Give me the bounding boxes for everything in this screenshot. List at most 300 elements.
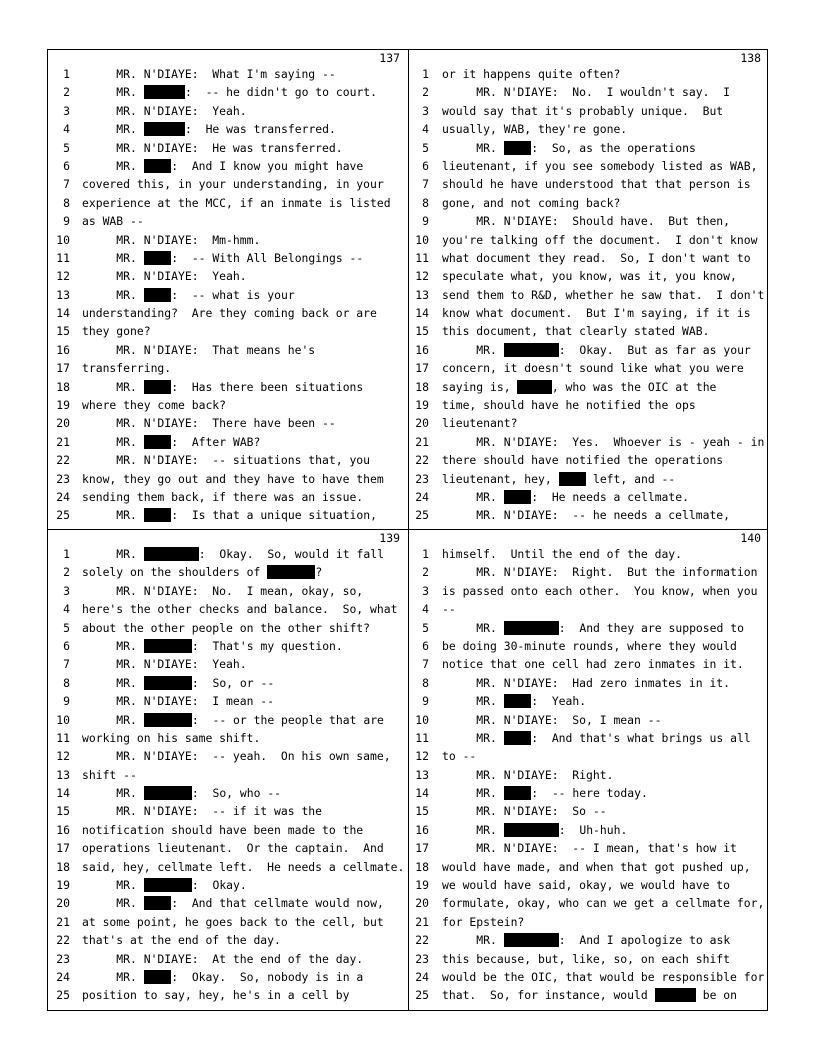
line-number: 19 — [56, 398, 70, 413]
line-text — [82, 876, 247, 894]
line-text — [442, 470, 675, 488]
transcript-line — [48, 913, 406, 931]
line-text-segment: MR. N'DIAYE: No. I mean, okay, so, — [82, 583, 364, 598]
line-text — [442, 950, 730, 968]
line-number: 21 — [56, 434, 70, 449]
line-text-segment: transferring. — [82, 361, 172, 376]
line-number: 10 — [415, 712, 429, 727]
line-text-segment: concern, it doesn't sound like what you were — [442, 361, 744, 376]
line-text — [82, 894, 384, 912]
line-number: 19 — [56, 878, 70, 893]
line-text — [82, 322, 151, 340]
line-text — [82, 600, 397, 618]
line-number: 10 — [415, 232, 429, 247]
transcript-line — [409, 784, 767, 802]
transcript-grid — [47, 49, 768, 1011]
line-text — [442, 729, 751, 747]
line-text-segment: MR. N'DIAYE: Mm-hmm. — [82, 232, 261, 247]
transcript-line — [48, 950, 406, 968]
page-number: 137 — [379, 51, 400, 65]
line-text-segment: sending them back, if there was an issue. — [82, 489, 364, 504]
line-text-segment: -- — [442, 602, 456, 617]
line-text-segment: would be the OIC, that would be responsible for — [442, 969, 765, 984]
transcript-line — [48, 157, 406, 175]
line-number: 22 — [415, 933, 429, 948]
line-text — [442, 876, 730, 894]
line-text-segment: : He needs a cellmate. — [531, 489, 689, 504]
line-text-segment: position to say, hey, he's in a cell by — [82, 988, 350, 1003]
line-text-segment: be on — [695, 988, 738, 1003]
line-number: 20 — [415, 416, 429, 431]
transcript-line — [48, 488, 406, 506]
redaction-block — [559, 472, 587, 486]
transcript-lines — [48, 65, 406, 525]
line-text — [82, 157, 363, 175]
transcript-line — [48, 120, 406, 138]
line-number: 19 — [415, 398, 429, 413]
transcript-page — [48, 530, 406, 1008]
line-text — [82, 175, 384, 193]
line-number: 20 — [56, 896, 70, 911]
line-number: 24 — [415, 489, 429, 504]
line-text-segment: lieutenant? — [442, 416, 518, 431]
line-text-segment: : Has there been situations — [171, 379, 364, 394]
line-text — [442, 968, 764, 986]
line-text-segment: MR. — [442, 730, 504, 745]
line-text-segment: MR. — [82, 122, 144, 137]
transcript-line — [48, 175, 406, 193]
line-text-segment: : -- or the people that are — [191, 712, 384, 727]
transcript-line — [48, 711, 406, 729]
line-number: 16 — [56, 342, 70, 357]
line-text — [442, 157, 757, 175]
line-number: 14 — [415, 786, 429, 801]
line-number: 1 — [63, 67, 70, 81]
line-text — [442, 267, 737, 285]
line-text-segment: know, they go out and they have to have them — [82, 471, 384, 486]
line-number: 23 — [56, 951, 70, 966]
transcript-line — [409, 194, 767, 212]
transcript-line — [48, 600, 406, 618]
transcript-line — [409, 894, 767, 912]
page-number: 138 — [740, 51, 761, 65]
line-number: 22 — [415, 453, 429, 468]
transcript-lines — [409, 545, 767, 1005]
line-number: 21 — [415, 914, 429, 929]
line-text — [442, 249, 751, 267]
line-number: 1 — [63, 547, 70, 561]
transcript-lines — [409, 65, 767, 525]
line-text — [442, 506, 730, 524]
line-text-segment: MR. — [82, 379, 144, 394]
line-text-segment: : That's my question. — [191, 638, 343, 653]
line-number: 2 — [63, 85, 70, 100]
line-number: 8 — [63, 675, 70, 690]
redaction-block — [504, 490, 532, 504]
line-text-segment: ? — [315, 565, 323, 580]
line-text-segment: : After WAB? — [171, 434, 261, 449]
line-number: 18 — [56, 379, 70, 394]
transcript-line — [409, 913, 767, 931]
redaction-block — [504, 343, 559, 357]
line-text — [82, 506, 377, 524]
line-text-segment: would say that it's probably unique. But — [442, 103, 724, 118]
line-text — [82, 120, 336, 138]
redaction-block — [144, 896, 172, 910]
transcript-line — [409, 711, 767, 729]
line-text — [82, 249, 363, 267]
line-number: 3 — [422, 103, 429, 118]
transcript-line — [48, 986, 406, 1004]
transcript-line — [48, 839, 406, 857]
line-text-segment: MR. — [82, 878, 144, 893]
transcript-line — [409, 619, 767, 637]
line-number: 1 — [422, 67, 429, 81]
transcript-line — [48, 414, 406, 432]
transcript-line — [48, 212, 406, 230]
transcript-line — [409, 582, 767, 600]
page-number: 139 — [379, 531, 400, 545]
line-number: 12 — [415, 269, 429, 284]
line-number: 13 — [56, 287, 70, 302]
transcript-line — [409, 286, 767, 304]
transcript-line — [48, 637, 406, 655]
line-number: 23 — [56, 471, 70, 486]
line-text-segment: MR. — [82, 434, 144, 449]
transcript-line — [48, 433, 406, 451]
line-number: 11 — [415, 250, 429, 265]
transcript-line — [409, 267, 767, 285]
line-number: 16 — [56, 822, 70, 837]
redaction-block — [144, 85, 185, 99]
transcript-line — [409, 175, 767, 193]
transcript-line — [409, 802, 767, 820]
line-text-segment: MR. N'DIAYE: No. I wouldn't say. I — [442, 85, 731, 100]
transcript-line — [409, 451, 767, 469]
line-text — [442, 194, 620, 212]
transcript-line — [409, 692, 767, 710]
line-number: 25 — [56, 988, 70, 1003]
line-text — [442, 894, 764, 912]
line-number: 2 — [63, 565, 70, 580]
line-text-segment: left, and -- — [586, 471, 676, 486]
line-text — [442, 563, 757, 581]
line-text — [82, 267, 247, 285]
redaction-block — [144, 970, 172, 984]
line-text — [442, 986, 737, 1004]
line-text — [442, 175, 751, 193]
transcript-line — [409, 322, 767, 340]
line-number: 3 — [63, 583, 70, 598]
line-text-segment: MR. N'DIAYE: At the end of the day. — [82, 951, 364, 966]
line-text — [442, 359, 744, 377]
line-text-segment: MR. — [82, 250, 144, 265]
line-text-segment: MR. N'DIAYE: So -- — [442, 804, 607, 819]
line-text — [82, 378, 363, 396]
redaction-block — [144, 508, 172, 522]
page-number: 140 — [740, 531, 761, 545]
line-text — [442, 488, 689, 506]
transcript-line — [48, 378, 406, 396]
redaction-block — [504, 786, 532, 800]
line-number: 22 — [56, 453, 70, 468]
line-text-segment: : And I apologize to ask — [558, 933, 731, 948]
line-text-segment: : And that's what brings us all — [531, 730, 751, 745]
line-text-segment: MR. — [82, 786, 144, 801]
transcript-line — [409, 470, 767, 488]
line-text-segment: MR. N'DIAYE: What I'm saying -- — [82, 67, 336, 81]
transcript-line — [409, 157, 767, 175]
line-text-segment: MR. N'DIAYE: Should have. But then, — [442, 214, 731, 229]
redaction-block — [144, 380, 172, 394]
line-text — [82, 802, 322, 820]
line-number: 18 — [415, 859, 429, 874]
line-number: 13 — [415, 287, 429, 302]
line-text-segment: MR. N'DIAYE: -- yeah. On his own same, — [82, 749, 391, 764]
transcript-line — [409, 414, 767, 432]
line-text-segment: , who was the OIC at the — [551, 379, 717, 394]
transcript-line — [48, 674, 406, 692]
line-text — [442, 711, 661, 729]
line-text-segment: lieutenant, if you see somebody listed as WAB, — [442, 158, 758, 173]
transcript-line — [48, 396, 406, 414]
line-text — [82, 414, 336, 432]
transcript-line — [48, 341, 406, 359]
line-text — [442, 692, 586, 710]
line-text-segment: time, should have he notified the ops — [442, 398, 696, 413]
line-text — [442, 451, 723, 469]
line-text — [442, 139, 696, 157]
line-number: 15 — [415, 804, 429, 819]
transcript-line — [409, 120, 767, 138]
line-text — [82, 931, 281, 949]
line-number: 17 — [56, 841, 70, 856]
line-text-segment: : Okay. But as far as your — [558, 342, 751, 357]
transcript-line — [48, 968, 406, 986]
line-text — [442, 65, 620, 83]
line-text — [82, 194, 391, 212]
redaction-block — [144, 786, 192, 800]
line-number: 10 — [56, 232, 70, 247]
line-text-segment: : And I know you might have — [171, 158, 364, 173]
redaction-block — [144, 288, 172, 302]
transcript-line — [48, 858, 406, 876]
line-text — [82, 655, 247, 673]
transcript-line — [409, 102, 767, 120]
line-number: 17 — [415, 841, 429, 856]
transcript-line — [409, 83, 767, 101]
line-text-segment: MR. N'DIAYE: Yeah. — [82, 657, 247, 672]
transcript-line — [409, 655, 767, 673]
line-number: 12 — [56, 269, 70, 284]
transcript-line — [409, 341, 767, 359]
line-text — [82, 821, 363, 839]
line-text-segment: : Uh-huh. — [558, 822, 628, 837]
line-text-segment: saying is, — [442, 379, 518, 394]
line-number: 4 — [422, 122, 429, 137]
line-text — [442, 286, 764, 304]
line-text — [82, 341, 315, 359]
line-text-segment: MR. — [82, 969, 144, 984]
transcript-line — [48, 249, 406, 267]
line-text — [82, 470, 384, 488]
line-text — [82, 674, 274, 692]
line-number: 7 — [422, 177, 429, 192]
transcript-line — [48, 931, 406, 949]
transcript-line — [409, 433, 767, 451]
transcript-line — [409, 729, 767, 747]
line-text-segment: to -- — [442, 749, 477, 764]
line-number: 24 — [56, 969, 70, 984]
transcript-lines — [48, 545, 406, 1005]
transcript-line — [409, 359, 767, 377]
line-text — [82, 304, 377, 322]
transcript-line — [409, 249, 767, 267]
line-text-segment: notification should have been made to the — [82, 822, 364, 837]
line-number: 8 — [422, 675, 429, 690]
redaction-block — [144, 713, 192, 727]
line-text-segment: himself. Until the end of the day. — [442, 547, 683, 561]
line-text-segment: about the other people on the other shift? — [82, 620, 371, 635]
line-text-segment: or it happens quite often? — [442, 67, 621, 81]
line-number: 24 — [415, 969, 429, 984]
transcript-line — [48, 470, 406, 488]
line-text-segment: MR. — [442, 933, 504, 948]
line-text — [82, 913, 384, 931]
line-text-segment: MR. — [82, 675, 144, 690]
line-number: 23 — [415, 951, 429, 966]
line-text-segment: what document they read. So, I don't want to — [442, 250, 751, 265]
line-number: 16 — [415, 342, 429, 357]
transcript-line — [48, 619, 406, 637]
line-text — [82, 839, 384, 857]
line-text — [442, 378, 716, 396]
line-number: 22 — [56, 933, 70, 948]
line-number: 9 — [422, 214, 429, 229]
line-text-segment: covered this, in your understanding, in your — [82, 177, 384, 192]
line-text — [442, 582, 757, 600]
line-number: 11 — [415, 730, 429, 745]
transcript-line — [409, 876, 767, 894]
line-text — [442, 674, 730, 692]
line-text-segment: shift -- — [82, 767, 137, 782]
line-text — [82, 711, 384, 729]
redaction-block — [517, 380, 551, 394]
line-text-segment: : -- what is your — [171, 287, 295, 302]
transcript-line — [409, 747, 767, 765]
line-text-segment: MR. N'DIAYE: Right. But the information — [442, 565, 758, 580]
transcript-line — [48, 545, 406, 563]
transcript-line — [409, 545, 767, 563]
transcript-line — [409, 396, 767, 414]
line-number: 25 — [415, 508, 429, 523]
transcript-line — [48, 83, 406, 101]
line-text — [82, 729, 260, 747]
line-text-segment: MR. N'DIAYE: Yes. Whoever is - yeah - in — [442, 434, 765, 449]
line-text — [82, 545, 384, 563]
line-text-segment: that's at the end of the day. — [82, 933, 281, 948]
line-text-segment: MR. — [442, 342, 504, 357]
line-number: 18 — [56, 859, 70, 874]
line-text-segment: experience at the MCC, if an inmate is listed — [82, 195, 391, 210]
redaction-block — [267, 565, 315, 579]
line-text-segment: : And that cellmate would now, — [171, 896, 384, 911]
line-text — [82, 950, 363, 968]
line-number: 7 — [63, 657, 70, 672]
line-text — [82, 766, 137, 784]
line-text-segment: : -- here today. — [531, 786, 648, 801]
line-number: 14 — [415, 306, 429, 321]
line-number: 13 — [415, 767, 429, 782]
line-number: 23 — [415, 471, 429, 486]
line-number: 8 — [63, 195, 70, 210]
line-text — [82, 784, 281, 802]
transcript-line — [48, 821, 406, 839]
line-number: 2 — [422, 85, 429, 100]
line-text-segment: is passed onto each other. You know, when you — [442, 583, 758, 598]
redaction-block — [504, 731, 532, 745]
line-text — [82, 692, 274, 710]
line-text — [442, 545, 682, 563]
transcript-line — [409, 858, 767, 876]
line-text-segment: : -- he didn't go to court. — [185, 85, 378, 100]
line-text — [82, 968, 363, 986]
line-text — [442, 322, 709, 340]
line-text-segment: as WAB -- — [82, 214, 144, 229]
line-text — [442, 655, 744, 673]
line-text-segment: operations lieutenant. Or the captain. And — [82, 841, 384, 856]
transcript-line — [48, 451, 406, 469]
line-text-segment: MR. N'DIAYE: Yeah. — [82, 269, 247, 284]
redaction-block — [504, 141, 532, 155]
redaction-block — [144, 676, 192, 690]
line-text — [442, 784, 648, 802]
line-text — [82, 747, 391, 765]
line-number: 7 — [63, 177, 70, 192]
line-text-segment: MR. — [82, 158, 144, 173]
line-text-segment: they gone? — [82, 324, 151, 339]
redaction-block — [655, 988, 696, 1002]
transcript-page — [409, 50, 767, 528]
line-number: 6 — [63, 158, 70, 173]
transcript-line — [48, 784, 406, 802]
line-text-segment: : Okay. — [191, 878, 247, 893]
line-text-segment: said, hey, cellmate left. He needs a cellmate. — [82, 859, 405, 874]
line-text-segment: this because, but, like, so, on each shift — [442, 951, 731, 966]
redaction-block — [144, 639, 192, 653]
line-number: 17 — [415, 361, 429, 376]
line-number: 9 — [422, 694, 429, 709]
transcript-line — [409, 766, 767, 784]
line-text-segment: MR. N'DIAYE: -- situations that, you — [82, 453, 371, 468]
line-number: 15 — [56, 804, 70, 819]
line-text-segment: MR. N'DIAYE: So, I mean -- — [442, 712, 662, 727]
transcript-line — [409, 931, 767, 949]
redaction-block — [504, 933, 559, 947]
line-number: 20 — [415, 896, 429, 911]
line-text — [442, 619, 744, 637]
transcript-line — [409, 488, 767, 506]
line-text-segment: MR. N'DIAYE: Yeah. — [82, 103, 247, 118]
line-number: 16 — [415, 822, 429, 837]
line-number: 25 — [56, 508, 70, 523]
line-number: 25 — [415, 988, 429, 1003]
line-text-segment: MR. — [82, 287, 144, 302]
line-text-segment: : -- With All Belongings -- — [171, 250, 364, 265]
line-text-segment: : Okay. So, nobody is in a — [171, 969, 364, 984]
transcript-line — [48, 692, 406, 710]
line-text-segment: understanding? Are they coming back or are — [82, 306, 377, 321]
